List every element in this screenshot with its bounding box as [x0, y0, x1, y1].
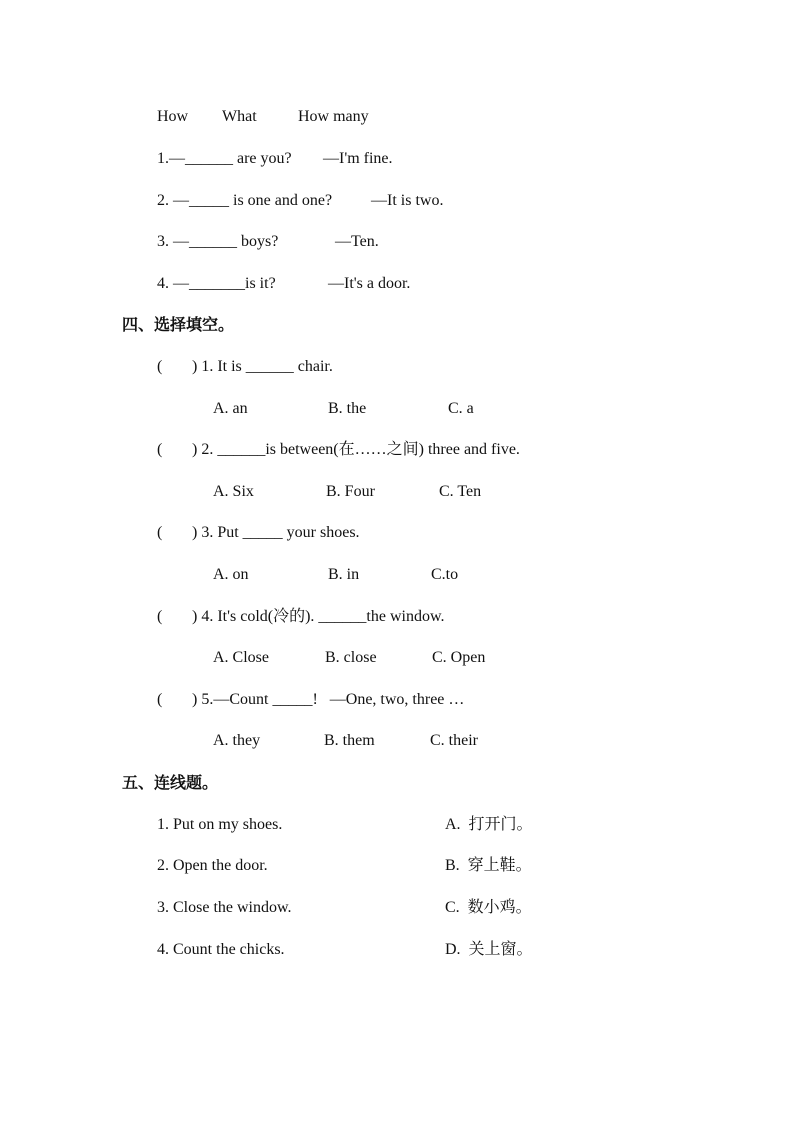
mc-q3-paren: (	[157, 524, 163, 541]
mc-q3-option-c: C.to	[431, 566, 459, 583]
fill-answer-1: —I'm fine.	[323, 150, 393, 167]
mc-q4-paren: (	[157, 608, 163, 625]
section-5-title: 五、连线题。	[122, 773, 219, 792]
mc-q4-option-c: C. Open	[432, 649, 486, 666]
mc-q4-text: ) 4. It's cold(冷的). ______the window.	[192, 608, 445, 625]
match-left-2: 2. Open the door.	[157, 857, 268, 874]
match-right-c: C. 数小鸡。	[445, 899, 532, 916]
mc-q1-option-a: A. an	[213, 400, 248, 417]
fill-answer-2: —It is two.	[371, 192, 444, 209]
fill-question-3: 3. —______ boys?	[157, 233, 279, 250]
mc-q1-option-b: B. the	[328, 400, 367, 417]
fill-question-4: 4. —_______is it?	[157, 275, 276, 292]
mc-q5-option-b: B. them	[324, 732, 375, 749]
match-left-1: 1. Put on my shoes.	[157, 816, 283, 833]
fill-question-1: 1.—______ are you?	[157, 150, 292, 167]
match-left-3: 3. Close the window.	[157, 899, 292, 916]
mc-q2-text: ) 2. ______is between(在……之间) three and five.	[192, 441, 520, 458]
match-right-d: D. 关上窗。	[445, 941, 533, 958]
mc-q5-option-c: C. their	[430, 732, 478, 749]
mc-q5-option-a: A. they	[213, 732, 261, 749]
mc-q4-option-a: A. Close	[213, 649, 269, 666]
mc-q2-option-a: A. Six	[213, 483, 254, 500]
fill-answer-4: —It's a door.	[328, 275, 411, 292]
mc-q1-text: ) 1. It is ______ chair.	[192, 358, 333, 375]
match-right-b: B. 穿上鞋。	[445, 857, 532, 874]
mc-q3-option-a: A. on	[213, 566, 249, 583]
mc-q2-option-c: C. Ten	[439, 483, 482, 500]
fill-question-2: 2. —_____ is one and one?	[157, 192, 333, 209]
mc-q5-paren: (	[157, 691, 163, 708]
mc-q1-paren: (	[157, 358, 163, 375]
fill-answer-3: —Ten.	[335, 233, 379, 250]
word-bank-what: What	[222, 108, 257, 125]
mc-q5-text: ) 5.—Count _____! —One, two, three …	[192, 691, 465, 708]
mc-q4-option-b: B. close	[325, 649, 377, 666]
mc-q2-option-b: B. Four	[326, 483, 375, 500]
mc-q2-paren: (	[157, 441, 163, 458]
match-right-a: A. 打开门。	[445, 816, 533, 833]
word-bank-how: How	[157, 108, 189, 125]
word-bank-how-many: How many	[298, 108, 369, 125]
section-4-title: 四、选择填空。	[122, 315, 235, 334]
mc-q1-option-c: C. a	[448, 400, 474, 417]
mc-q3-text: ) 3. Put _____ your shoes.	[192, 524, 360, 541]
mc-q3-option-b: B. in	[328, 566, 360, 583]
match-left-4: 4. Count the chicks.	[157, 941, 285, 958]
